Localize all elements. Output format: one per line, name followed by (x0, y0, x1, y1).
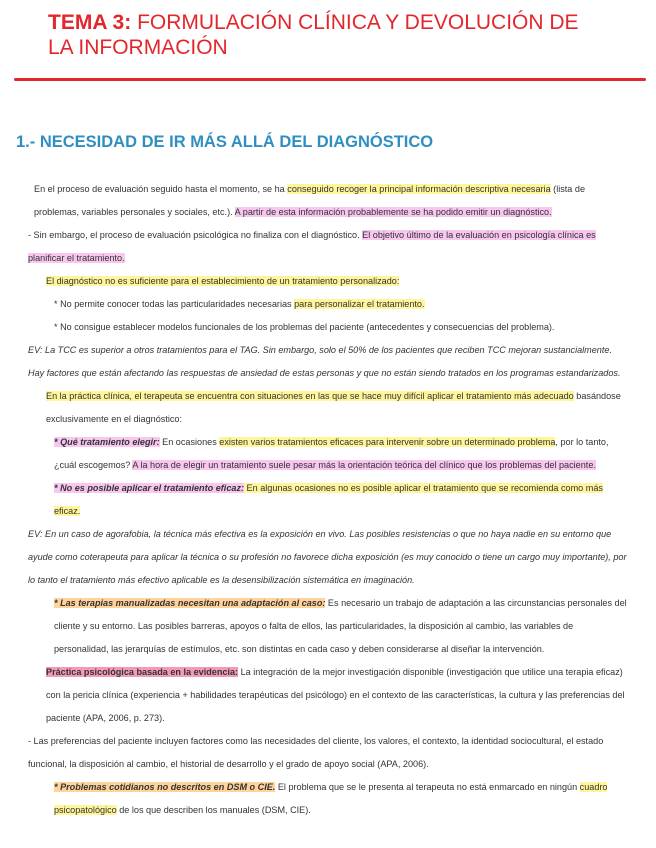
list-item: * No consigue establecer modelos funcionales de los problemas del paciente (antecedentes y consecuencias del problema). (54, 322, 555, 332)
section-heading: 1.- NECESIDAD DE IR MÁS ALLÁ DEL DIAGNÓSTICO (16, 133, 434, 151)
list-item: * Qué tratamiento elegir: En ocasiones existen varios tratamientos eficaces para intervenir sobre un determinado problema, por lo tanto, ¿cuál escogemos? A la hora de elegir un tratamiento suele pesar más la orientación teórica del clínico que los problemas del paciente. (54, 437, 609, 470)
evidence-paragraph: EV: La TCC es superior a otros tratamientos para el TAG. Sin embargo, solo el 50% de los pacientes que reciben TCC mejoran sustancialmente. Hay factores que están afectando las respuestas de ansiedad de estas personas y que no están siendo tratados en los programas estandarizados. (28, 345, 621, 378)
paragraph: - Las preferencias del paciente incluyen factores como las necesidades del cliente, los valores, el contexto, la identidad sociocultural, el estado funcional, la disposición al cambio, el historial de desarrollo y el grado de apoyo social (APA, 2006). (28, 736, 604, 769)
paragraph: - Sin embargo, el proceso de evaluación psicológica no finaliza con el diagnóstico. El objetivo último de la evaluación en psicología clínica es planificar el tratamiento. (28, 230, 596, 263)
list-item: * Problemas cotidianos no descritos en DSM o CIE. El problema que se le presenta al terapeuta no está enmarcado en ningún cuadro psicopatológico de los que describen los manuales (DSM, CIE). (54, 782, 608, 815)
title-divider (14, 78, 646, 81)
paragraph: En la práctica clínica, el terapeuta se encuentra con situaciones en las que se hace muy difícil aplicar el tratamiento más adecuado basándose exclusivamente en el diagnóstico: (46, 391, 621, 424)
body-text (28, 178, 628, 822)
list-item: * No es posible aplicar el tratamiento eficaz: En algunas ocasiones no es posible aplicar el tratamiento que se recomienda como más eficaz. (54, 483, 603, 516)
list-item: * Las terapias manualizadas necesitan una adaptación al caso: Es necesario un trabajo de adaptación a las circunstancias personales del cliente y su entorno. Las posibles barreras, apoyos o falta de ellos, las particularidades, la disposición al cambio, las variables de personalidad, las jerarquías de estímulos, etc. son distintas en cada caso y deben considerarse al diseñar la intervención. (54, 598, 627, 654)
page-title (48, 10, 608, 60)
list-item: * No permite conocer todas las particularidades necesarias para personalizar el tratamiento. (54, 299, 425, 309)
tema-number: TEMA 3: (48, 11, 132, 34)
paragraph: En el proceso de evaluación seguido hasta el momento, se ha conseguido recoger la principal información descriptiva necesaria (lista de problemas, variables personales y sociales, etc.). A partir de esta información probablemente se ha podido emitir un diagnóstico. (34, 184, 586, 217)
paragraph: El diagnóstico no es suficiente para el establecimiento de un tratamiento personalizado: (46, 276, 400, 286)
evidence-paragraph: EV: En un caso de agorafobia, la técnica más efectiva es la exposición en vivo. Las posibles resistencias o que no haya nadie en su entorno que ayude como coterapeuta para aplicar la técnica o su profesión no favorece dicha exposición (es muy conocido o tiene un cargo muy importante), por lo tanto el tratamiento más efectivo aplicable es la desensibilización sistemática en imaginación. (28, 529, 627, 585)
paragraph: Práctica psicológica basada en la evidencia: La integración de la mejor investigación disponible (investigación que utilice una terapia eficaz) con la pericia clínica (experiencia + habilidades terapéuticas del psicólogo) en el contexto de las características, la cultura y las preferencias del paciente (APA, 2006, p. 273). (46, 667, 625, 723)
tema-title-text: FORMULACIÓN CLÍNICA Y DEVOLUCIÓN DE LA INFORMACIÓN (48, 11, 579, 59)
